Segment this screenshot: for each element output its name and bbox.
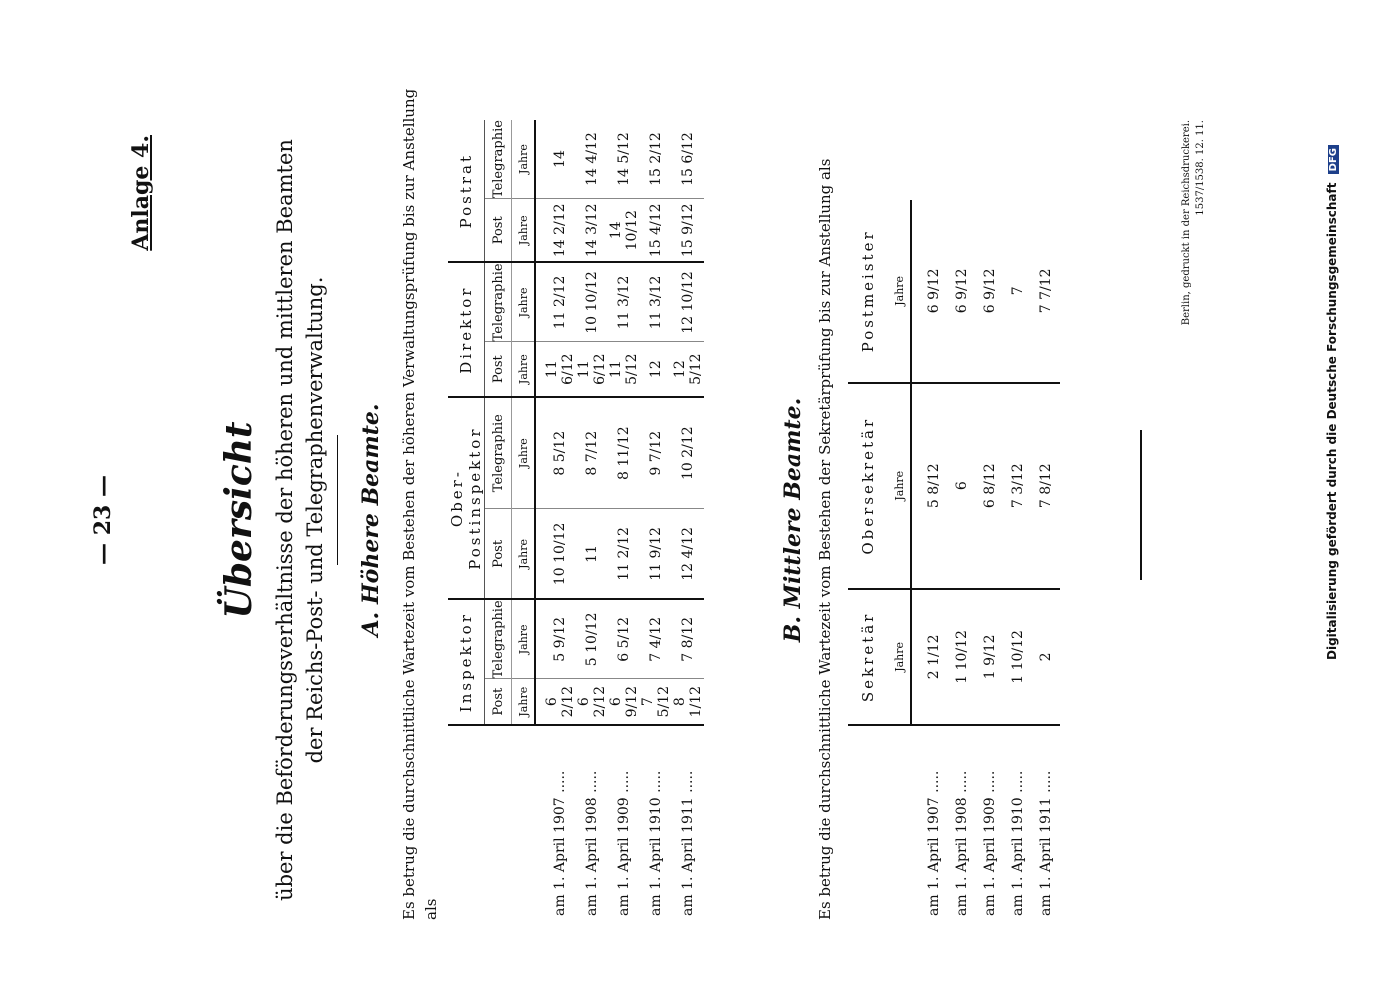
- table-row: [535, 120, 576, 920]
- table-cell: 7 7/12: [1032, 200, 1060, 383]
- table-cell: 8 1/12: [672, 685, 704, 718]
- table-cell: 10 2/12: [672, 397, 704, 509]
- table-cell: 6 9/12: [608, 685, 640, 718]
- row-label: am 1. April 1907 .....: [911, 725, 948, 920]
- group-header-postrat: Postrat: [448, 120, 485, 262]
- table-cell: 11 6/12: [535, 342, 576, 397]
- table-cell: 7 3/12: [1004, 383, 1032, 589]
- unit-label: Jahre: [888, 383, 911, 589]
- group-header-obersekretaer: Obersekretär: [848, 383, 888, 589]
- table-corner: [848, 725, 911, 920]
- table-cell: 10 10/12: [576, 262, 608, 342]
- table-cell: 7 5/12: [640, 685, 672, 718]
- subheader-telegraphie: Telegraphie: [485, 599, 512, 679]
- table-cell: 6 9/12: [948, 200, 976, 383]
- section-a-intro: Es betrug die durchschnittliche Wartezeit vom Bestehen der höheren Verwaltungsprüfung bis zur Anstellung als: [400, 88, 440, 920]
- table-cell: 5 9/12: [535, 599, 576, 679]
- table-cell: 7: [1004, 200, 1032, 383]
- unit-label: Jahre: [512, 262, 536, 342]
- table-cell: 11: [576, 509, 608, 599]
- table-cell: 15 4/12: [640, 199, 672, 263]
- digitization-text: Digitalisierung gefördert durch die Deutsche Forschungsgemeinschaft: [1325, 182, 1339, 660]
- table-cell: 6: [948, 383, 976, 589]
- table-row: [976, 200, 1004, 920]
- table-cell: 1 10/12: [1010, 630, 1026, 684]
- group-header-sekretaer: Sekretär: [859, 611, 877, 703]
- table-cell: 7 8/12: [672, 599, 704, 679]
- subheader-telegraphie: Telegraphie: [485, 397, 512, 509]
- table-cell: 6 2/12: [544, 685, 576, 718]
- table-cell: 15 2/12: [640, 120, 672, 199]
- table-row: [576, 120, 608, 920]
- section-b-intro: Es betrug die durchschnittliche Wartezeit vom Bestehen der Sekretärprüfung bis zur Anstellung als: [816, 158, 834, 920]
- row-label: am 1. April 1911 .....: [1032, 725, 1060, 920]
- table-cell: 11 6/12: [576, 342, 608, 397]
- table-cell: 6 5/12: [608, 599, 640, 679]
- printer-line: Berlin, gedruckt in der Reichsdruckerei.: [1181, 120, 1192, 326]
- group-header-ober-postinspektor: Ober-Postinspektor: [448, 397, 485, 599]
- row-label: am 1. April 1910 .....: [1004, 725, 1032, 920]
- table-cell: 14 3/12: [576, 199, 608, 263]
- digitization-note: [1325, 145, 1339, 660]
- unit-label: Jahre: [512, 397, 536, 509]
- table-cell: 11 3/12: [608, 262, 640, 342]
- table-cell: 8 5/12: [535, 397, 576, 509]
- group-header-postmeister: Postmeister: [848, 200, 888, 383]
- table-cell: 11 3/12: [640, 262, 672, 342]
- table-cell: 14: [535, 120, 576, 199]
- table-cell: 12 4/12: [672, 509, 704, 599]
- table-cell: 6 9/12: [976, 200, 1004, 383]
- table-cell: 10 10/12: [535, 509, 576, 599]
- table-cell: 7 4/12: [640, 599, 672, 679]
- dfg-logo-icon: DFG: [1328, 145, 1339, 174]
- table-cell: 6 2/12: [576, 685, 608, 718]
- table-row: [1004, 200, 1032, 920]
- page-subtitle: über die Beförderungsverhältnisse der höheren und mittleren Beamten der Reichs-Post- und Telegraphenverwaltung.: [273, 139, 327, 901]
- table-cell: 15 6/12: [672, 120, 704, 199]
- table-cell: 14 5/12: [608, 120, 640, 199]
- unit-label: Jahre: [888, 200, 911, 383]
- row-label: am 1. April 1911 .....: [672, 725, 704, 920]
- table-cell: 11 5/12: [608, 342, 640, 397]
- table-row: [1032, 200, 1060, 920]
- table-cell: 9 7/12: [640, 397, 672, 509]
- table-cell: 2: [1038, 652, 1054, 662]
- printer-footer: [1180, 120, 1208, 325]
- table-cell: 14 2/12: [535, 199, 576, 263]
- unit-label: Jahre: [512, 679, 536, 725]
- row-label: am 1. April 1908 .....: [576, 725, 608, 920]
- table-cell: 8 7/12: [576, 397, 608, 509]
- row-label: am 1. April 1909 .....: [976, 725, 1004, 920]
- row-label: am 1. April 1910 .....: [640, 725, 672, 920]
- table-cell: 8 11/12: [608, 397, 640, 509]
- table-cell: 12: [640, 342, 672, 397]
- page-title: Übersicht: [218, 421, 260, 619]
- table-cell: 5 10/12: [576, 599, 608, 679]
- row-label: am 1. April 1908 .....: [948, 725, 976, 920]
- table-cell: 14 10/12: [608, 199, 640, 263]
- subheader-post: Post: [485, 509, 512, 599]
- table-cell: 15 9/12: [672, 199, 704, 263]
- subheader-post: Post: [485, 199, 512, 263]
- table-cell: 14 4/12: [576, 120, 608, 199]
- unit-label: Jahre: [888, 589, 911, 725]
- table-row: [948, 200, 976, 920]
- table-row: [640, 120, 672, 920]
- table-cell: 11 2/12: [535, 262, 576, 342]
- bottom-separator: [1140, 430, 1142, 580]
- rotated-content: [40, 80, 1340, 960]
- table-cell: 11 2/12: [608, 509, 640, 599]
- subheader-post: Post: [485, 342, 512, 397]
- subheader-telegraphie: Telegraphie: [485, 120, 512, 199]
- row-label: am 1. April 1907 .....: [535, 725, 576, 920]
- annex-label: Anlage 4.: [128, 135, 154, 251]
- page-number: — 23 —: [90, 475, 116, 565]
- table-cell: 6 8/12: [976, 383, 1004, 589]
- unit-label: Jahre: [512, 599, 536, 679]
- table-cell: 7 8/12: [1032, 383, 1060, 589]
- table-corner: [448, 725, 535, 920]
- unit-label: Jahre: [512, 509, 536, 599]
- section-a-table: [448, 120, 704, 920]
- group-header-inspektor: Inspektor: [448, 599, 485, 725]
- table-row: [608, 120, 640, 920]
- group-header-direktor: Direktor: [448, 262, 485, 396]
- table-row: [672, 120, 704, 920]
- table-cell: 12 5/12: [672, 342, 704, 397]
- section-b-heading: B. Mittlere Beamte.: [780, 397, 806, 643]
- section-b-table: [848, 200, 1060, 920]
- table-cell: 12 10/12: [672, 262, 704, 342]
- subheader-telegraphie: Telegraphie: [485, 262, 512, 342]
- unit-label: Jahre: [512, 199, 536, 263]
- unit-label: Jahre: [512, 120, 536, 199]
- print-code: 1537/1538. 12. 11.: [1195, 120, 1206, 216]
- row-label: am 1. April 1909 .....: [608, 725, 640, 920]
- table-cell: 1 9/12: [982, 634, 998, 680]
- table-cell: 11 9/12: [640, 509, 672, 599]
- table-cell: 1 10/12: [954, 630, 970, 684]
- title-separator: [337, 435, 338, 565]
- table-cell: 2 1/12: [926, 634, 942, 680]
- unit-label: Jahre: [512, 342, 536, 397]
- section-a-heading: A. Höhere Beamte.: [358, 403, 384, 637]
- table-row: [911, 200, 948, 920]
- table-cell: 6 9/12: [911, 200, 948, 383]
- table-cell: 5 8/12: [911, 383, 948, 589]
- subheader-post: Post: [485, 679, 512, 725]
